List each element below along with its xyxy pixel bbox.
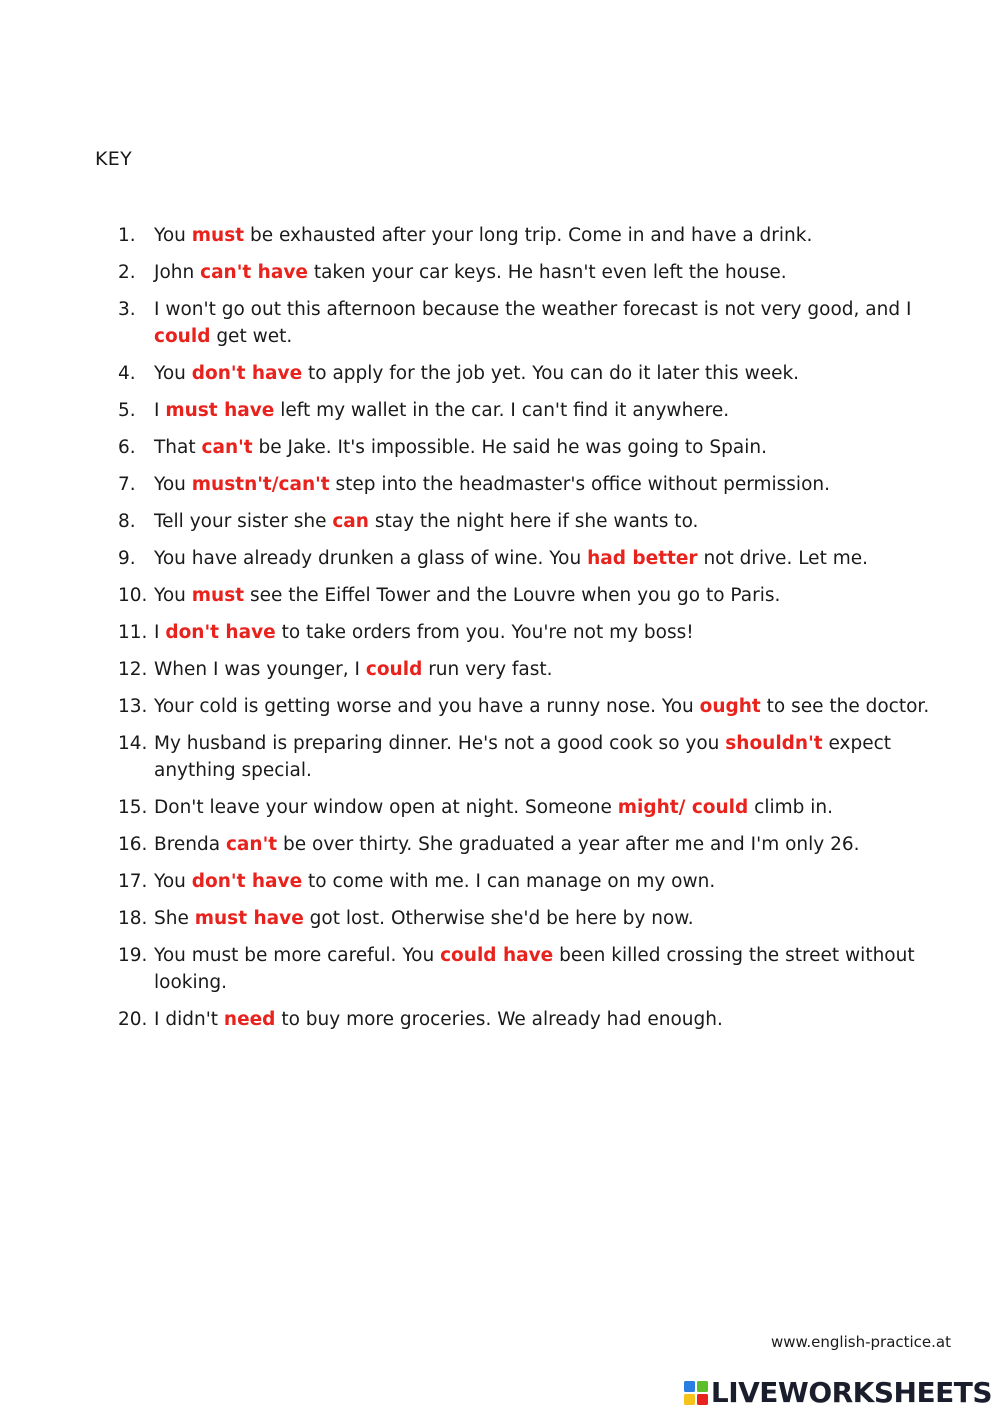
list-item <box>118 656 953 683</box>
item-text <box>154 730 953 784</box>
item-text-after: be Jake. It's impossible. He said he was going to Spain. <box>252 437 767 458</box>
item-text-before: She <box>154 908 195 929</box>
item-text <box>154 868 953 895</box>
answer-word: need <box>223 1009 276 1030</box>
answer-word: ought <box>699 696 761 717</box>
item-text <box>154 905 953 932</box>
item-text-before: Brenda <box>154 834 226 855</box>
list-item <box>118 794 953 821</box>
item-text-after: step into the headmaster's office without permission. <box>329 474 830 495</box>
item-text <box>154 619 953 646</box>
answer-word: can <box>332 511 369 532</box>
item-text-before: Don't leave your window open at night. Someone <box>154 797 618 818</box>
page-title: KEY <box>95 148 132 170</box>
item-text-after: see the Eiffel Tower and the Louvre when you go to Paris. <box>244 585 781 606</box>
item-text-after: left my wallet in the car. I can't find it anywhere. <box>274 400 730 421</box>
item-text-before: You <box>154 225 192 246</box>
list-item <box>118 508 953 535</box>
list-item <box>118 582 953 609</box>
item-text-before: You must be more careful. You <box>154 945 441 966</box>
item-text-before: You <box>154 363 192 384</box>
answer-word: could <box>365 659 423 680</box>
item-text-before: Your cold is getting worse and you have a runny nose. You <box>154 696 700 717</box>
brand-name: LIVEWORKSHEETS <box>710 1376 992 1409</box>
item-text-before: That <box>154 437 202 458</box>
item-text <box>154 508 953 535</box>
answer-word: don't have <box>165 622 276 643</box>
item-number: 13. <box>118 696 148 717</box>
item-text-before: I didn't <box>154 1009 224 1030</box>
answer-word: don't have <box>191 363 303 384</box>
item-text-after: to take orders from you. You're not my boss! <box>275 622 694 643</box>
item-text-after: been killed crossing the street without looking. <box>154 945 915 993</box>
list-item <box>118 942 953 996</box>
answer-word: could have <box>440 945 554 966</box>
item-number: 5. <box>118 400 136 421</box>
item-text-after: to buy more groceries. We already had enough. <box>275 1009 723 1030</box>
item-number: 11. <box>118 622 148 643</box>
answer-word: had better <box>587 548 698 569</box>
list-item <box>118 619 953 646</box>
item-text-before: John <box>154 262 201 283</box>
item-text-after: run very fast. <box>422 659 553 680</box>
list-item <box>118 296 953 350</box>
item-text-before: You <box>154 585 192 606</box>
item-number: 10. <box>118 585 148 606</box>
answer-word: must <box>191 585 245 606</box>
list-item <box>118 545 953 572</box>
list-item <box>118 397 953 424</box>
item-text <box>154 582 953 609</box>
item-text-after: expect anything special. <box>154 733 892 781</box>
answer-word: might/ could <box>617 797 749 818</box>
item-text <box>154 545 953 572</box>
list-item <box>118 1006 953 1033</box>
item-text-before: I <box>154 400 166 421</box>
item-number: 18. <box>118 908 148 929</box>
item-text <box>154 794 953 821</box>
item-text-after: stay the night here if she wants to. <box>368 511 699 532</box>
item-text <box>154 434 953 461</box>
item-number: 6. <box>118 437 136 458</box>
item-number: 12. <box>118 659 148 680</box>
item-number: 1. <box>118 225 136 246</box>
item-text-before: I <box>154 622 166 643</box>
item-text-after: be exhausted after your long trip. Come in and have a drink. <box>244 225 813 246</box>
list-item <box>118 693 953 720</box>
item-text-before: My husband is preparing dinner. He's not a good cook so you <box>154 733 726 754</box>
item-text <box>154 1006 953 1033</box>
item-text-before: You <box>154 871 192 892</box>
list-item <box>118 471 953 498</box>
answer-word: could <box>154 326 211 347</box>
item-number: 8. <box>118 511 136 532</box>
item-text-after: be over thirty. She graduated a year after me and I'm only 26. <box>277 834 860 855</box>
item-text-after: to apply for the job yet. You can do it later this week. <box>302 363 800 384</box>
item-text-after: get wet. <box>210 326 293 347</box>
item-number: 20. <box>118 1009 148 1030</box>
list-item <box>118 222 953 249</box>
liveworksheets-logo-icon <box>684 1381 708 1405</box>
item-text <box>154 360 953 387</box>
item-text-after: climb in. <box>748 797 834 818</box>
source-url: www.english-practice.at <box>770 1333 951 1351</box>
answer-word: mustn't/can't <box>191 474 330 495</box>
answer-word: must have <box>194 908 304 929</box>
answer-list <box>118 222 953 1033</box>
list-item <box>118 831 953 858</box>
item-text-after: to see the doctor. <box>760 696 930 717</box>
item-number: 2. <box>118 262 136 283</box>
item-number: 9. <box>118 548 136 569</box>
item-text-after: to come with me. I can manage on my own. <box>302 871 716 892</box>
item-text-after: not drive. Let me. <box>697 548 868 569</box>
answer-word: don't have <box>191 871 303 892</box>
item-number: 4. <box>118 363 136 384</box>
answer-word: can't <box>201 437 253 458</box>
item-text-before: Tell your sister she <box>154 511 333 532</box>
item-text <box>154 831 953 858</box>
item-number: 15. <box>118 797 148 818</box>
item-text-before: I won't go out this afternoon because the weather forecast is not very good, and I <box>154 299 912 320</box>
answer-word: can't have <box>200 262 308 283</box>
list-item <box>118 360 953 387</box>
list-item <box>118 905 953 932</box>
item-text-before: You have already drunken a glass of wine. You <box>154 548 588 569</box>
answer-word: shouldn't <box>725 733 823 754</box>
item-number: 14. <box>118 733 148 754</box>
item-number: 19. <box>118 945 148 966</box>
answer-word: can't <box>225 834 278 855</box>
item-number: 17. <box>118 871 148 892</box>
item-text <box>154 296 953 350</box>
list-item <box>118 730 953 784</box>
item-text-after: got lost. Otherwise she'd be here by now. <box>303 908 694 929</box>
answer-word: must have <box>165 400 275 421</box>
list-item <box>118 434 953 461</box>
list-item <box>118 259 953 286</box>
item-text <box>154 222 953 249</box>
item-number: 7. <box>118 474 136 495</box>
item-text <box>154 471 953 498</box>
item-text <box>154 942 953 996</box>
item-number: 3. <box>118 299 136 320</box>
item-text-before: You <box>154 474 192 495</box>
item-text-before: When I was younger, I <box>154 659 366 680</box>
item-text <box>154 397 953 424</box>
item-text <box>154 656 953 683</box>
item-text <box>154 259 953 286</box>
brand-footer <box>684 1376 992 1410</box>
list-item <box>118 868 953 895</box>
item-number: 16. <box>118 834 148 855</box>
item-text-after: taken your car keys. He hasn't even left the house. <box>307 262 787 283</box>
answer-word: must <box>191 225 245 246</box>
item-text <box>154 693 953 720</box>
